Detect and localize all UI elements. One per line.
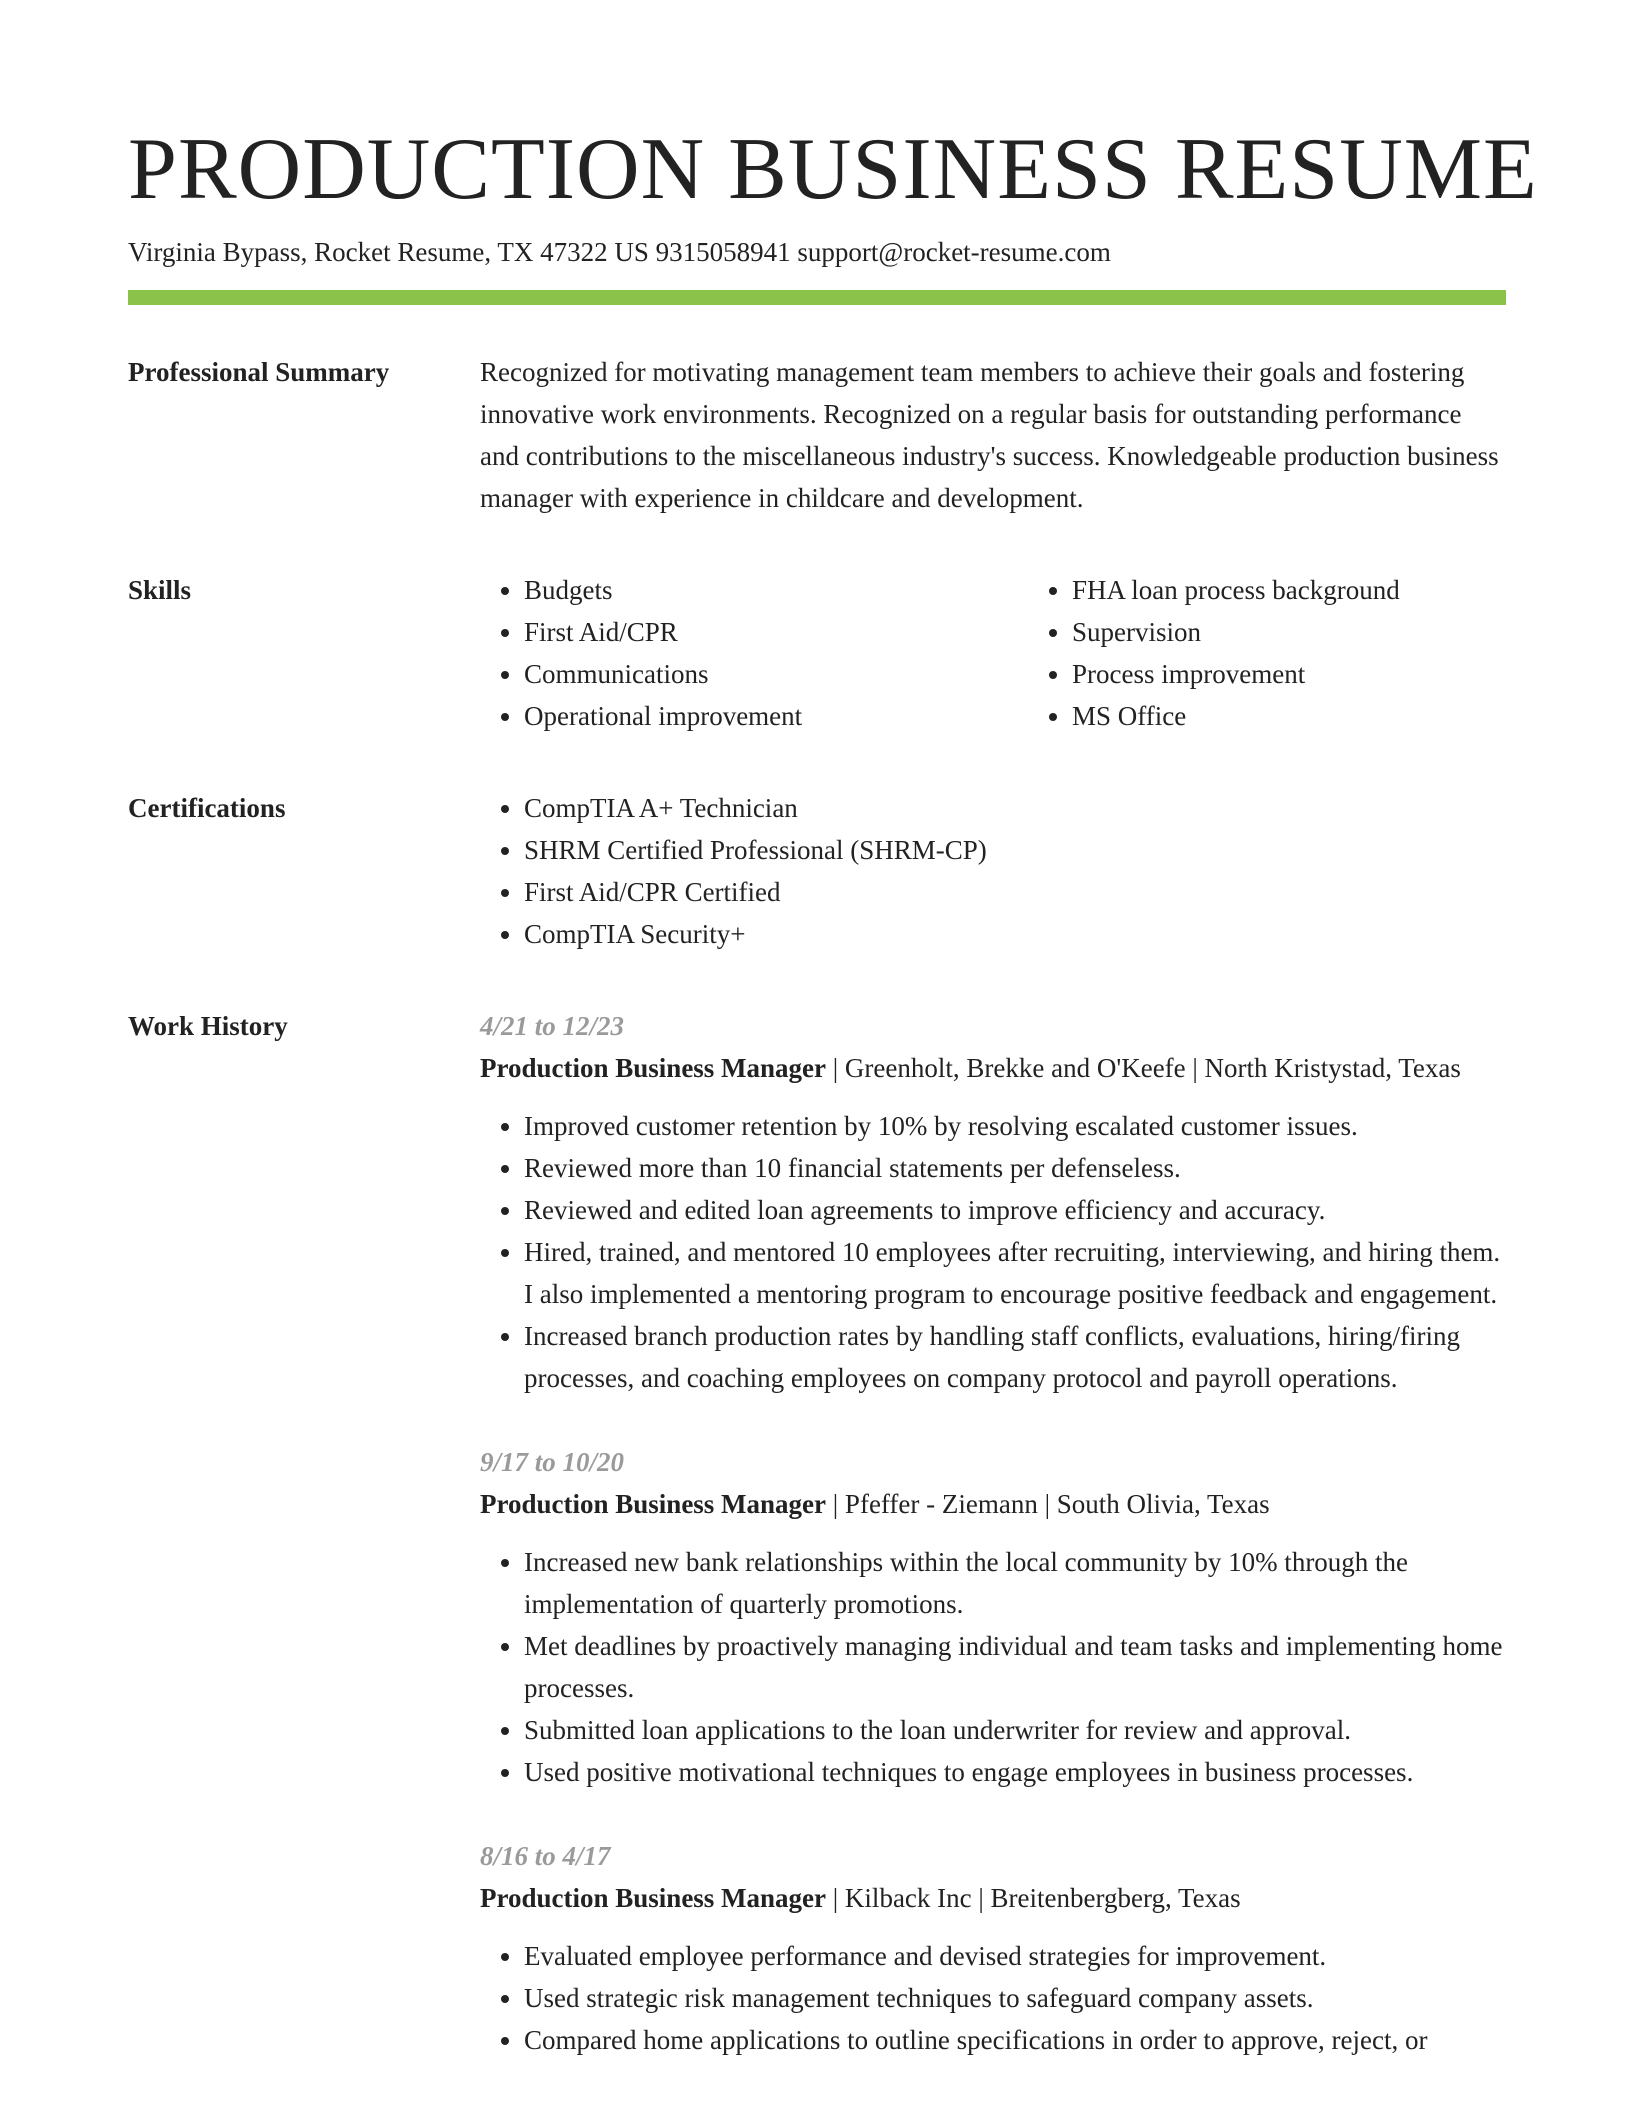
list-item: • Budgets (524, 569, 1028, 611)
job-entry (480, 1441, 1506, 1793)
job-bullets (480, 1935, 1506, 2061)
list-item: • Reviewed more than 10 financial statements per defenseless. (524, 1147, 1506, 1189)
job-details: | Kilback Inc | Breitenbergberg, Texas (826, 1883, 1241, 1913)
list-item: • Operational improvement (524, 695, 1028, 737)
section-heading: Certifications (128, 793, 286, 823)
list-item: • First Aid/CPR Certified (524, 871, 1506, 913)
job-details: | Pfeffer - Ziemann | South Olivia, Texas (826, 1489, 1270, 1519)
accent-divider (128, 290, 1506, 305)
skills-column-1 (480, 569, 1028, 737)
list-item: • CompTIA A+ Technician (524, 787, 1506, 829)
section-heading: Professional Summary (128, 357, 390, 387)
contact-line: Virginia Bypass, Rocket Resume, TX 47322 US 9315058941 support@rocket-resume.com (128, 237, 1111, 267)
work-history-list (480, 1005, 1506, 2103)
list-item: • Submitted loan applications to the loan underwriter for review and approval. (524, 1709, 1506, 1751)
list-item: • Increased branch production rates by handling staff conflicts, evaluations, hiring/firing processes, and coaching employees on company protocol and payroll operations. (524, 1315, 1506, 1399)
skills-list (480, 569, 1576, 737)
list-item: • Process improvement (1072, 653, 1576, 695)
list-item: • FHA loan process background (1072, 569, 1576, 611)
skills-section (128, 569, 1506, 737)
section-heading: Skills (128, 575, 192, 605)
list-item: • CompTIA Security+ (524, 913, 1506, 955)
job-dates: 9/17 to 10/20 (480, 1447, 625, 1477)
work-history-section (128, 1005, 1506, 2103)
job-dates: 4/21 to 12/23 (480, 1011, 625, 1041)
list-item: • Compared home applications to outline specifications in order to approve, reject, or (524, 2019, 1506, 2061)
job-details: | Greenholt, Brekke and O'Keefe | North Kristystad, Texas (826, 1053, 1461, 1083)
certifications-section (128, 787, 1506, 955)
job-entry (480, 1005, 1506, 1399)
list-item: • Increased new bank relationships within the local community by 10% through the implementation of quarterly promotions. (524, 1541, 1506, 1625)
list-item: • Used positive motivational techniques to engage employees in business processes. (524, 1751, 1506, 1793)
resume-title: PRODUCTION BUSINESS RESUME (128, 121, 1538, 218)
job-heading (480, 1877, 1506, 1919)
resume-page (128, 118, 1538, 2103)
job-dates: 8/16 to 4/17 (480, 1841, 611, 1871)
section-heading: Work History (128, 1011, 288, 1041)
summary-section (128, 351, 1506, 519)
list-item: • Supervision (1072, 611, 1576, 653)
job-bullets (480, 1541, 1506, 1793)
list-item: • MS Office (1072, 695, 1576, 737)
job-heading (480, 1483, 1506, 1525)
list-item: • Hired, trained, and mentored 10 employees after recruiting, interviewing, and hiring them. I also implemented a mentoring program to encourage positive feedback and engagement. (524, 1231, 1506, 1315)
list-item: • First Aid/CPR (524, 611, 1028, 653)
job-heading (480, 1047, 1506, 1089)
list-item: • Improved customer retention by 10% by resolving escalated customer issues. (524, 1105, 1506, 1147)
job-entry (480, 1835, 1506, 2061)
certifications-list (480, 787, 1506, 955)
skills-column-2 (1028, 569, 1576, 737)
list-item: • Communications (524, 653, 1028, 695)
list-item: • Evaluated employee performance and devised strategies for improvement. (524, 1935, 1506, 1977)
list-item: • Reviewed and edited loan agreements to improve efficiency and accuracy. (524, 1189, 1506, 1231)
summary-text: Recognized for motivating management team members to achieve their goals and fostering innovative work environments. Recognized on a regular basis for outstanding performance and contributions to the miscellaneous industry's success. Knowledgeable production business manager with experience in childcare and development. (480, 357, 1499, 513)
job-bullets (480, 1105, 1506, 1399)
list-item: • Met deadlines by proactively managing individual and team tasks and implementing home processes. (524, 1625, 1506, 1709)
job-title: Production Business Manager (480, 1053, 827, 1083)
job-title: Production Business Manager (480, 1489, 827, 1519)
job-title: Production Business Manager (480, 1883, 827, 1913)
list-item: • Used strategic risk management techniques to safeguard company assets. (524, 1977, 1506, 2019)
list-item: • SHRM Certified Professional (SHRM-CP) (524, 829, 1506, 871)
